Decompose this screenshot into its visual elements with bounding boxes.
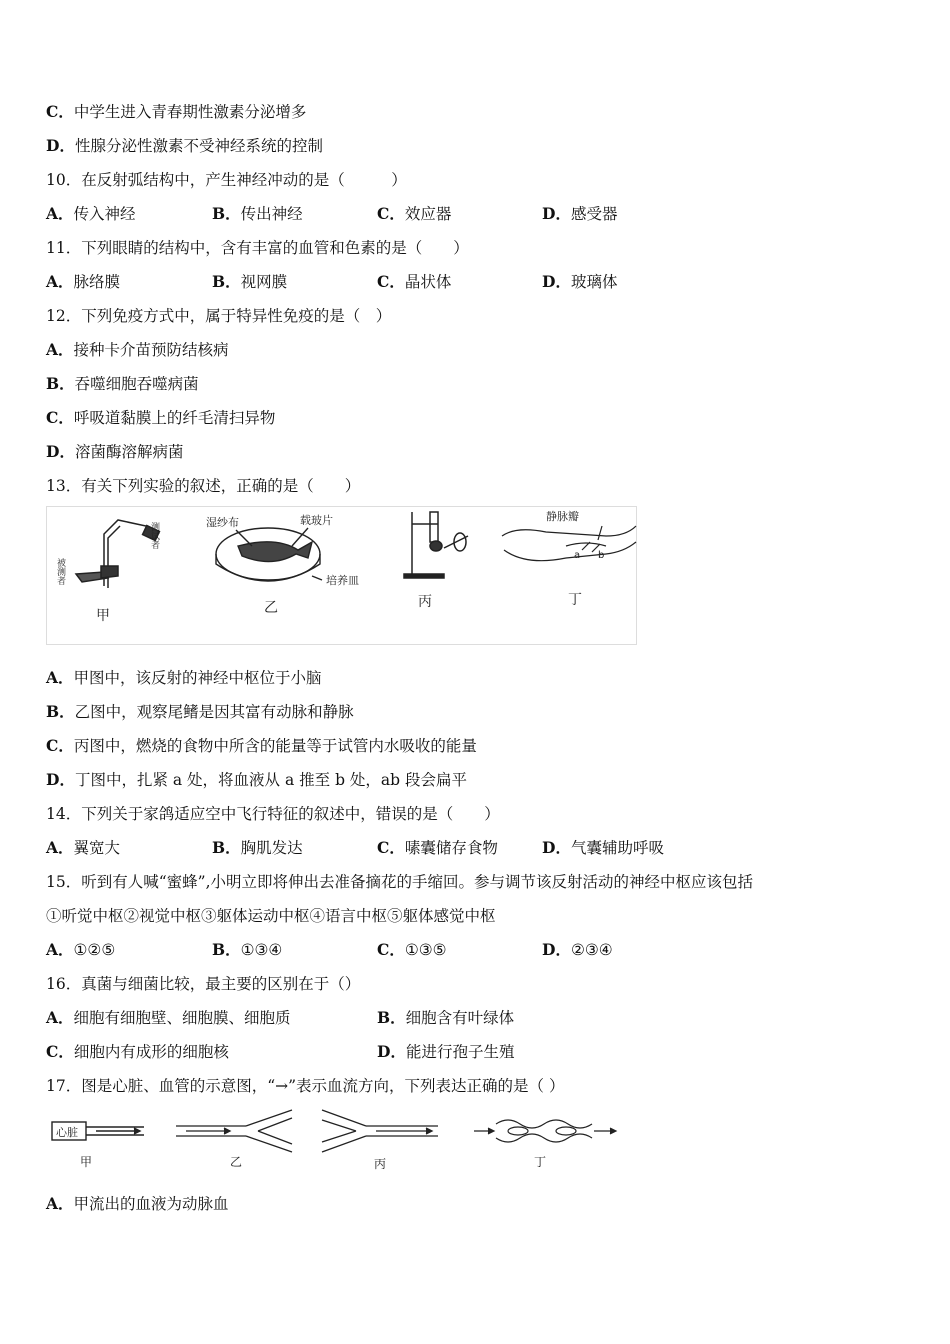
q14-option-c: C．嗉囊储存食物 <box>377 838 498 857</box>
q14-option-b: B．胸肌发达 <box>212 838 303 857</box>
q9-option-c <box>46 102 306 122</box>
figure-jia-label: 甲 <box>96 608 110 624</box>
petri-dish-illustration <box>216 528 322 581</box>
figure-ding-label: 丁 <box>534 1155 547 1169</box>
q14-option-d: D．气囊辅助呼吸 <box>542 838 664 857</box>
q12-option-a: A．接种卡介苗预防结核病 <box>46 340 229 359</box>
figure-yi-label: 乙 <box>230 1155 243 1169</box>
q10-option-a: A．传入神经 <box>46 204 136 223</box>
q12-option-c: C．呼吸道黏膜上的纤毛清扫异物 <box>46 408 276 427</box>
question-14-stem: 14．下列关于家鸽适应空中飞行特征的叙述中，错误的是（ ） <box>46 805 500 823</box>
point-b-label: b <box>598 550 605 561</box>
heart-label: 心脏 <box>56 1126 78 1139</box>
q10-option-c: C．效应器 <box>377 204 452 223</box>
tester-label: 测试者 <box>149 522 159 549</box>
q16-option-b: B．细胞含有叶绿体 <box>377 1008 515 1027</box>
q12-option-b: B．吞噬细胞吞噬病菌 <box>46 374 199 393</box>
q13-option-a: A．甲图中，该反射的神经中枢位于小脑 <box>46 668 322 687</box>
vein-valve-label: 静脉瓣 <box>546 510 579 523</box>
q13-option-d: D．丁图中，扎紧 a 处，将血液从 a 推至 b 处，ab 段会扁平 <box>46 770 468 789</box>
question-13-stem: 13．有关下列实验的叙述，正确的是（ ） <box>46 477 361 495</box>
tested-label: 被测者 <box>55 558 65 585</box>
option-text: 中学生进入青春期性激素分泌增多 <box>73 103 307 121</box>
figure-bing-label: 丙 <box>374 1157 387 1171</box>
q11-option-b: B．视网膜 <box>212 272 288 291</box>
q10-option-b: B．传出神经 <box>212 204 303 223</box>
question-12-stem: 12．下列免疫方式中，属于特异性免疫的是（ ） <box>46 307 392 325</box>
q14-option-a: A．翼宽大 <box>46 838 121 857</box>
ruler-drop-test-illustration <box>76 520 159 588</box>
figure-bing-label: 丙 <box>418 594 432 610</box>
q15-option-b: B．①③④ <box>212 940 283 959</box>
q10-option-d: D．感受器 <box>542 204 618 223</box>
option-label: D． <box>46 136 75 155</box>
q11-option-d: D．玻璃体 <box>542 272 618 291</box>
q16-option-d: D．能进行孢子生殖 <box>377 1042 515 1061</box>
option-label: C． <box>46 102 74 121</box>
q17-option-a: A．甲流出的血液为动脉血 <box>46 1194 229 1213</box>
experiment-figure <box>46 506 638 646</box>
q15-option-c: C．①③⑤ <box>377 940 447 959</box>
q15-option-a: A．①②⑤ <box>46 940 116 959</box>
q13-option-c: C．丙图中，燃烧的食物中所含的能量等于试管内水吸收的能量 <box>46 736 477 755</box>
q9-option-d <box>46 136 323 156</box>
question-15-choices: ①听觉中枢②视觉中枢③躯体运动中枢④语言中枢⑤躯体感觉中枢 <box>46 907 496 925</box>
figure-yi-label: 乙 <box>264 600 278 616</box>
figure-jia-label: 甲 <box>80 1155 93 1169</box>
option-text: 性腺分泌性激素不受神经系统的控制 <box>74 137 323 155</box>
q15-option-d: D．②③④ <box>542 940 613 959</box>
blood-vessel-figure <box>46 1106 626 1176</box>
converging-vessel-illustration <box>322 1110 438 1152</box>
question-17-stem: 17．图是心脏、血管的示意图，“→”表示血流方向，下列表达正确的是（ ） <box>46 1077 565 1095</box>
q12-option-d: D．溶菌酶溶解病菌 <box>46 442 184 461</box>
combustion-apparatus-illustration <box>404 512 468 578</box>
figure-ding-label: 丁 <box>568 592 582 608</box>
question-15-stem: 15．听到有人喊“蜜蜂”,小明立即将伸出去准备摘花的手缩回。参与调节该反射活动的神经中枢应该包括 <box>46 873 754 891</box>
capillary-illustration <box>474 1120 616 1142</box>
question-11-stem: 11．下列眼睛的结构中，含有丰富的血管和色素的是（ ） <box>46 239 469 257</box>
question-10-stem: 10．在反射弧结构中，产生神经冲动的是（ ） <box>46 171 407 189</box>
q16-option-a: A．细胞有细胞壁、细胞膜、细胞质 <box>46 1008 291 1027</box>
wet-gauze-label: 湿纱布 <box>206 516 239 529</box>
arm-vein-illustration <box>502 526 636 561</box>
q16-option-c: C．细胞内有成形的细胞核 <box>46 1042 229 1061</box>
q11-option-c: C．晶状体 <box>377 272 452 291</box>
q11-option-a: A．脉络膜 <box>46 272 121 291</box>
question-16-stem: 16．真菌与细菌比较，最主要的区别在于（） <box>46 975 361 993</box>
q13-option-b: B．乙图中，观察尾鳍是因其富有动脉和静脉 <box>46 702 354 721</box>
slide-label: 载玻片 <box>300 514 333 527</box>
petri-dish-label: 培养皿 <box>326 574 359 587</box>
diverging-vessel-illustration <box>176 1110 292 1152</box>
point-a-label: a <box>574 550 581 561</box>
